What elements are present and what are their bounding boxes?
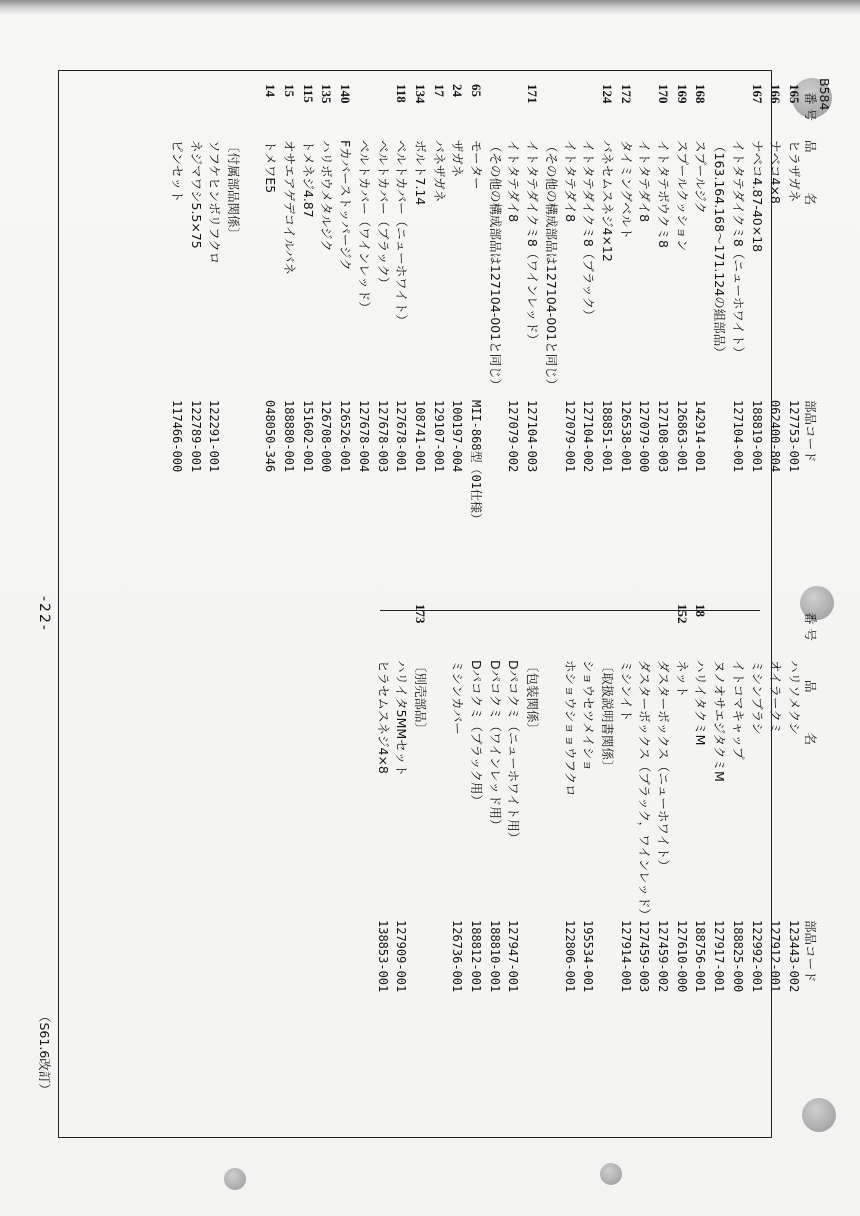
row-no: 140 — [338, 84, 354, 104]
row-code: 127947-001 — [506, 920, 521, 993]
row-code: 142914-001 — [693, 400, 708, 473]
row-name: Dパコクミ（ブラック用） — [469, 660, 485, 807]
row-name: ザガネ — [450, 140, 466, 178]
row-no: 134 — [413, 84, 428, 104]
row-code: 127079-000 — [637, 400, 652, 473]
row-code: 048050-346 — [263, 400, 278, 473]
row-name: ミシンイト — [618, 660, 634, 722]
row-code: 127678-001 — [394, 400, 409, 473]
row-name: ホショウショョウフクロ — [562, 660, 578, 797]
row-name: イトタテダイクミ8（ワインレッド） — [525, 140, 541, 347]
row-no: 166 — [768, 84, 784, 104]
row-name: スプールクッション — [674, 140, 690, 252]
row-code: 188819-001 — [749, 400, 764, 473]
row-name: Dパコクミ（ワインレッド用） — [487, 660, 503, 832]
row-no: 172 — [618, 84, 634, 104]
left-header-name: 品名 — [803, 140, 818, 246]
row-name: ハリイタクミM — [693, 660, 709, 746]
row-name: オサエアゲデコイルバネ — [282, 140, 298, 275]
row-code: 122291-001 — [207, 400, 222, 473]
row-name: ピンセット — [169, 140, 185, 203]
row-name: 〔別売部品〕 — [413, 660, 428, 736]
left-header-no: 番号 — [803, 92, 818, 126]
row-name: タイミングベルト — [618, 140, 634, 240]
row-no: 17 — [431, 84, 447, 97]
row-code: 127459-002 — [656, 920, 671, 993]
right-header-code: 部品コード — [803, 920, 818, 983]
row-code: 138853-001 — [375, 920, 390, 993]
row-code: 127914-001 — [618, 920, 633, 993]
row-name: ナベコ4×8 — [768, 140, 784, 204]
row-name: ミシンブラシ — [749, 660, 765, 735]
row-code: 117466-000 — [169, 400, 184, 473]
row-name: オイラークミ — [768, 660, 784, 735]
row-no: 168 — [693, 84, 709, 104]
row-name: （その他の構成部品は127104-001と同じ） — [543, 140, 559, 392]
row-code: 100197-004 — [450, 400, 465, 473]
row-name: モーター — [469, 140, 485, 190]
row-code: 127909-001 — [394, 920, 409, 993]
row-code: 127079-002 — [506, 400, 521, 473]
row-name: ネット — [674, 660, 690, 698]
row-name: トメワE5 — [263, 140, 279, 194]
row-code: 127753-001 — [787, 400, 801, 473]
row-name: イトタテダイクミ8（ブラック） — [581, 140, 597, 322]
row-code: 188810-001 — [487, 920, 502, 993]
row-no: 115 — [300, 84, 316, 103]
row-name: ソフケヒンボリフクロ — [207, 140, 223, 265]
row-code: 127459-003 — [637, 920, 652, 993]
row-name: 〔包装関係〕 — [525, 660, 541, 736]
row-name: ヌノオサエジタクミM — [712, 660, 728, 782]
row-name: ハリイタ5MMセット — [394, 660, 410, 777]
row-name: ダスターボックス（ブラック，ワインレッド） — [637, 660, 653, 921]
row-name: ナベコ4.87-40×18 — [749, 140, 765, 253]
row-name: Dパコクミ（ニューホワイト用） — [506, 660, 522, 845]
row-code: 122806-001 — [562, 920, 577, 993]
row-code: 108741-001 — [413, 400, 427, 473]
row-name: イトタテダイ8 — [506, 140, 522, 223]
row-code: 127104-002 — [581, 400, 596, 473]
row-name: ハリボウメタルジク — [319, 140, 335, 252]
row-no: 14 — [263, 84, 279, 97]
row-code: 126538-001 — [618, 400, 633, 473]
row-name: ハリソメクシ — [787, 660, 802, 735]
page-number: -22- — [36, 596, 52, 632]
row-name: （163.164.168～171.124の組部品） — [712, 140, 728, 359]
row-code: 127108-003 — [656, 400, 671, 473]
row-name: ベルトカバー（ワインレッド） — [356, 140, 372, 314]
row-no: 15 — [282, 84, 298, 97]
row-code: 127104-003 — [525, 400, 540, 473]
row-code: 127610-000 — [674, 920, 689, 993]
row-no: 18 — [693, 604, 709, 617]
row-code: 188756-001 — [693, 920, 708, 993]
row-code: 127678-003 — [375, 400, 390, 473]
row-name: ヒラザガネ — [787, 140, 802, 203]
row-code: 127917-001 — [712, 920, 727, 993]
row-code: 127678-004 — [356, 400, 371, 473]
row-no: 118 — [394, 84, 410, 103]
row-code: 188825-000 — [730, 920, 745, 993]
row-name: ベルトカバー（ブラック） — [375, 140, 391, 290]
row-no: 173 — [413, 604, 428, 624]
row-code: 123443-002 — [787, 920, 801, 993]
left-header-code: 部品コード — [803, 400, 818, 463]
row-no: 124 — [600, 84, 615, 104]
row-no: 152 — [674, 604, 690, 624]
row-name: ネジマワシ5.5×75 — [188, 140, 204, 249]
row-no: 135 — [319, 84, 335, 104]
row-name: Fカバーストッパージク — [338, 140, 354, 271]
row-name: ダスターボックス（ニューホワイト） — [656, 660, 672, 873]
row-code: 188812-001 — [469, 920, 484, 993]
row-code: 127912-001 — [768, 920, 783, 993]
doc-id: B584 — [817, 78, 832, 111]
row-name: バネザガネ — [431, 140, 447, 203]
revision-note: （S61.6改訂） — [37, 1010, 52, 1096]
row-name: ミシンカバー — [450, 660, 466, 735]
right-header-name: 品名 — [803, 680, 818, 786]
row-no: 169 — [674, 84, 690, 104]
row-code: 062400-804 — [768, 400, 783, 473]
row-code: 188851-001 — [600, 400, 614, 473]
row-code: 129107-001 — [431, 400, 446, 473]
row-code: 188880-001 — [282, 400, 297, 473]
row-name: ヒラセムスネジ4×8 — [375, 660, 391, 774]
row-code: 122992-001 — [749, 920, 764, 993]
row-code: 126863-001 — [674, 400, 689, 473]
row-code: 126736-001 — [450, 920, 465, 993]
row-name: スプールジク — [693, 140, 709, 214]
row-code: 127079-001 — [562, 400, 577, 473]
row-code: 122789-001 — [188, 400, 203, 473]
row-name: イトタテダイ8 — [637, 140, 653, 223]
row-name: ボルト7.14 — [413, 140, 428, 206]
row-name: イトコマキャップ — [730, 660, 746, 760]
row-name: 〔取扱説明書関係〕 — [600, 660, 615, 773]
row-name: イトタテボウクミ8 — [656, 140, 672, 248]
row-name: ショウセツメイショ — [581, 660, 597, 772]
row-code: 195534-001 — [581, 920, 596, 993]
row-name: イトタテダイクミ8（ニューホワイト） — [730, 140, 746, 359]
row-no: 170 — [656, 84, 672, 104]
row-name: （その他の構成部品は127104-001と同じ） — [487, 140, 503, 392]
row-name: ベルトカバー（ニューホワイト） — [394, 140, 410, 327]
row-code: 126526-001 — [338, 400, 353, 473]
row-code: MII-868型（01仕様） — [469, 400, 484, 526]
row-name: 〔付属部品関係〕 — [226, 140, 241, 241]
row-no: 167 — [749, 84, 765, 104]
row-no: 165 — [787, 84, 802, 104]
row-code: 127104-001 — [730, 400, 745, 473]
row-name: トメネジ4.87 — [300, 140, 316, 218]
row-code: 151602-001 — [300, 400, 315, 473]
row-no: 171 — [525, 84, 541, 104]
row-code: 126708-000 — [319, 400, 334, 473]
row-name: イトタテダイ8 — [562, 140, 578, 223]
right-header-no: 番号 — [803, 612, 818, 646]
row-no: 24 — [450, 84, 466, 97]
row-no: 65 — [469, 84, 485, 97]
row-name: バネセムスネジ4×12 — [600, 140, 615, 262]
